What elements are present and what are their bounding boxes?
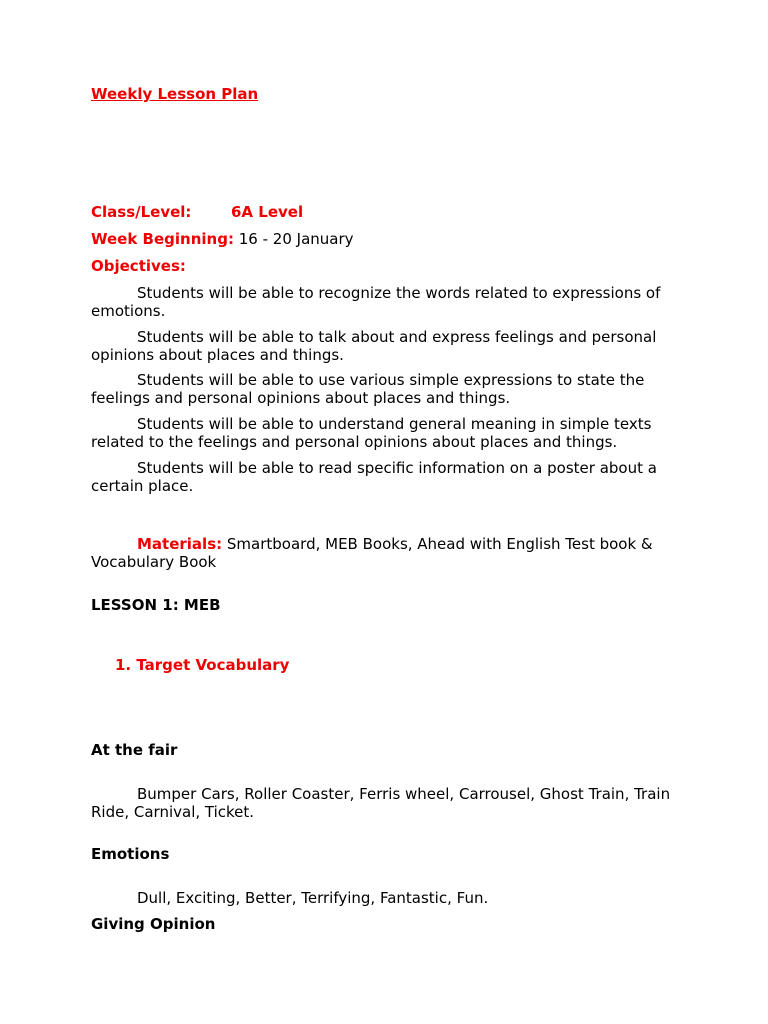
- class-level-label: Class/Level:: [91, 203, 192, 221]
- doc-title: Weekly Lesson Plan: [91, 85, 259, 103]
- objective-item: Students will be able to use various simple expressions to state the feelings and personal opinions about places and things.: [91, 371, 645, 407]
- week-beginning-label: Week Beginning:: [91, 230, 234, 248]
- week-beginning-value: 16 - 20 January: [238, 230, 354, 248]
- objective-item: Students will be able to talk about and express feelings and personal opinions about places and things.: [91, 328, 657, 364]
- lesson-heading: LESSON 1: MEB: [91, 596, 221, 614]
- objective-item: Students will be able to recognize the words related to expressions of emotions.: [91, 284, 661, 320]
- materials-label: Materials:: [137, 535, 223, 553]
- target-vocabulary-heading: 1. Target Vocabulary: [115, 656, 290, 674]
- class-level-line: [91, 204, 691, 222]
- objective-item: Students will be able to read specific information on a poster about a certain place.: [91, 459, 657, 495]
- emotions-words: Dull, Exciting, Better, Terrifying, Fantastic, Fun.: [137, 889, 489, 907]
- materials-line: [91, 536, 691, 571]
- fair-heading: At the fair: [91, 741, 178, 759]
- giving-opinion-heading: Giving Opinion: [91, 915, 216, 933]
- emotions-heading: Emotions: [91, 845, 170, 863]
- objective-item: Students will be able to understand general meaning in simple texts related to the feelings and personal opinions about places and things.: [91, 415, 652, 451]
- class-level-value: 6A Level: [231, 203, 304, 221]
- materials-value: Smartboard, MEB Books, Ahead with English Test book & Vocabulary Book: [91, 535, 653, 571]
- fair-words: Bumper Cars, Roller Coaster, Ferris wheel, Carrousel, Ghost Train, Train Ride, Carnival, Ticket.: [91, 785, 671, 821]
- week-beginning-line: [91, 231, 691, 249]
- objectives-label: Objectives:: [91, 257, 186, 275]
